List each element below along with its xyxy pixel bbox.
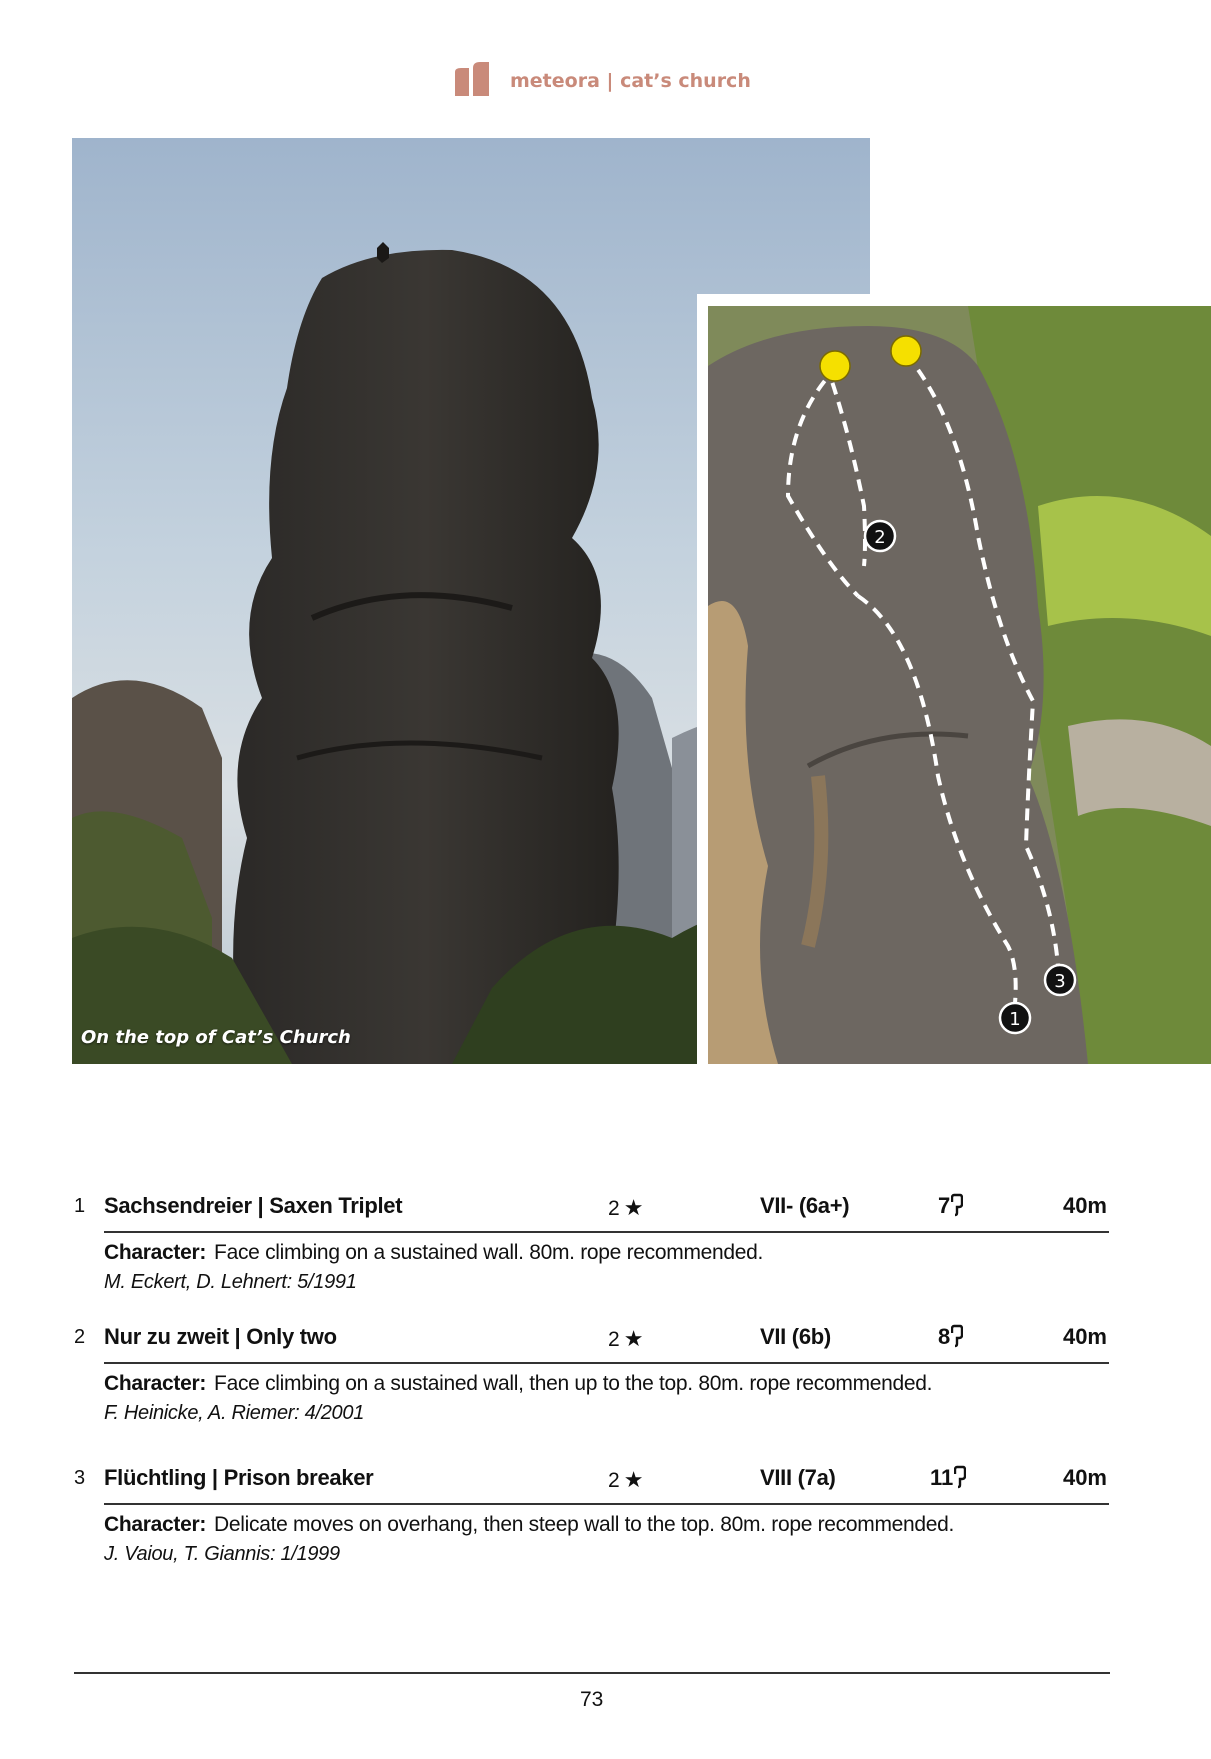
route-bolts: 7	[938, 1193, 963, 1219]
route-length: 40m	[1062, 1193, 1107, 1218]
quickdraw-icon	[951, 1193, 963, 1217]
star-icon: ★	[623, 1326, 644, 1351]
route-character: Character: Face climbing on a sustained wall, then up to the top. 80m. rope recommended.	[104, 1372, 933, 1395]
route-rating: 2 ★	[608, 1467, 644, 1492]
route-marker-3	[1045, 965, 1075, 995]
page-number: 73	[580, 1688, 604, 1711]
route-character: Character: Delicate moves on overhang, then steep wall to the top. 80m. rope recommended.	[104, 1513, 955, 1536]
quickdraw-icon	[951, 1324, 963, 1348]
route-first-ascent: F. Heinicke, A. Riemer: 4/2001	[104, 1402, 365, 1424]
route-bolts: 11	[930, 1465, 966, 1491]
route-topo	[708, 306, 1211, 1064]
route-number: 2	[74, 1326, 86, 1348]
quickdraw-icon	[954, 1465, 966, 1489]
svg-text:2: 2	[874, 527, 886, 548]
route-first-ascent: J. Vaiou, T. Giannis: 1/1999	[104, 1543, 340, 1565]
route-rating: 2 ★	[608, 1326, 644, 1351]
footer-divider	[74, 1672, 1110, 1674]
route-first-ascent: M. Eckert, D. Lehnert: 5/1991	[104, 1271, 357, 1293]
route-number: 3	[74, 1467, 86, 1489]
route-length: 40m	[1062, 1465, 1107, 1490]
book-bars-icon	[453, 62, 493, 96]
route-bolts: 8	[938, 1324, 963, 1350]
route-entry-2	[0, 1316, 1211, 1476]
route-marker-2	[865, 521, 895, 551]
route-marker-1	[1000, 1003, 1030, 1033]
star-icon: ★	[623, 1195, 644, 1220]
star-icon: ★	[623, 1467, 644, 1492]
route-divider	[104, 1503, 1109, 1505]
route-grade: VII- (6a+)	[760, 1193, 850, 1218]
route-grade: VII (6b)	[760, 1324, 831, 1349]
svg-text:1: 1	[1009, 1009, 1021, 1030]
route-character: Character: Face climbing on a sustained wall. 80m. rope recommended.	[104, 1241, 764, 1264]
route-name: Flüchtling | Prison breaker	[104, 1465, 374, 1490]
anchor-marker	[891, 336, 921, 366]
route-divider	[104, 1231, 1109, 1233]
svg-text:3: 3	[1054, 971, 1066, 992]
photo-caption: On the top of Cat’s Church	[81, 1027, 351, 1048]
route-grade: VIII (7a)	[760, 1465, 836, 1490]
chapter-title: meteora | cat’s church	[510, 70, 751, 92]
route-name: Nur zu zweit | Only two	[104, 1324, 337, 1349]
route-entry-3	[0, 1457, 1211, 1617]
anchor-marker	[820, 351, 850, 381]
route-number: 1	[74, 1195, 86, 1217]
page-header	[0, 60, 1211, 100]
route-divider	[104, 1362, 1109, 1364]
route-rating: 2 ★	[608, 1195, 644, 1220]
route-length: 40m	[1062, 1324, 1107, 1349]
route-name: Sachsendreier | Saxen Triplet	[104, 1193, 403, 1218]
topo-photo	[708, 306, 1211, 1064]
